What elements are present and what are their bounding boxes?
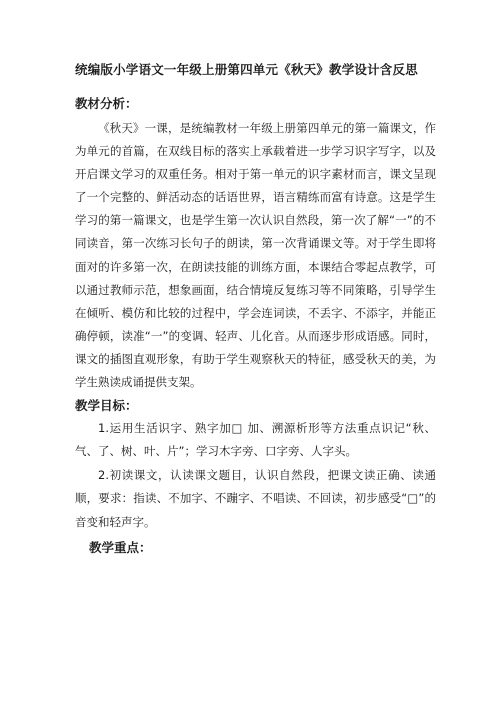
- goals-heading: 教学目标：: [75, 398, 138, 414]
- analysis-paragraph: 《秋天》一课，是统编教材一年级上册第四单元的第一篇课文，作为单元的首篇，在双线目标的落实上承载着进一步学习识字写字，以及开启课文学习的双重任务。相对于第一单元的识字素材而言，课文呈现了一个完整的、鲜活动态的话语世界，语言精练而富有诗意。这是学生学习的第一篇课文，也是学生第一次认识自然段，第一次了解“一”的不同读音，第一次练习长句子的朗读，第一次背诵课文等。对于学生即将面对的许多第一次，在朗读技能的训练方面，本课结合零起点教学，可以通过教师示范，想象画面，结合情境反复练习等不同策略，引导学生在倾听、模仿和比较的过程中，学会连词读，不丢字、不添字，并能正确停顿，读准“一”的变调、轻声、儿化音。从而逐步形成语感。同时，课文的插图直观形象，有助于学生观察秋天的特征，感受秋天的美，为学生熟读成诵提供支架。: [75, 121, 436, 390]
- key-points-heading: 教学重点：: [89, 539, 152, 555]
- goal-item-2: 2.初读课文，认读课文题目，认识自然段，把课文读正确、读通顺，要求：指读、不加字、不蹦字、不唱读、不回读，初步感受“□”的音变和轻声字。: [75, 468, 436, 529]
- goal-item-1: 1.运用生活识字、熟字加□ 加、溯源析形等方法重点识记“秋、气、了、树、叶、片”；学习木字旁、口字旁、人字头。: [75, 421, 436, 459]
- document-title: 统编版小学语文一年级上册第四单元《秋天》教学设计含反思: [75, 62, 418, 77]
- analysis-heading: 教材分析：: [75, 96, 138, 111]
